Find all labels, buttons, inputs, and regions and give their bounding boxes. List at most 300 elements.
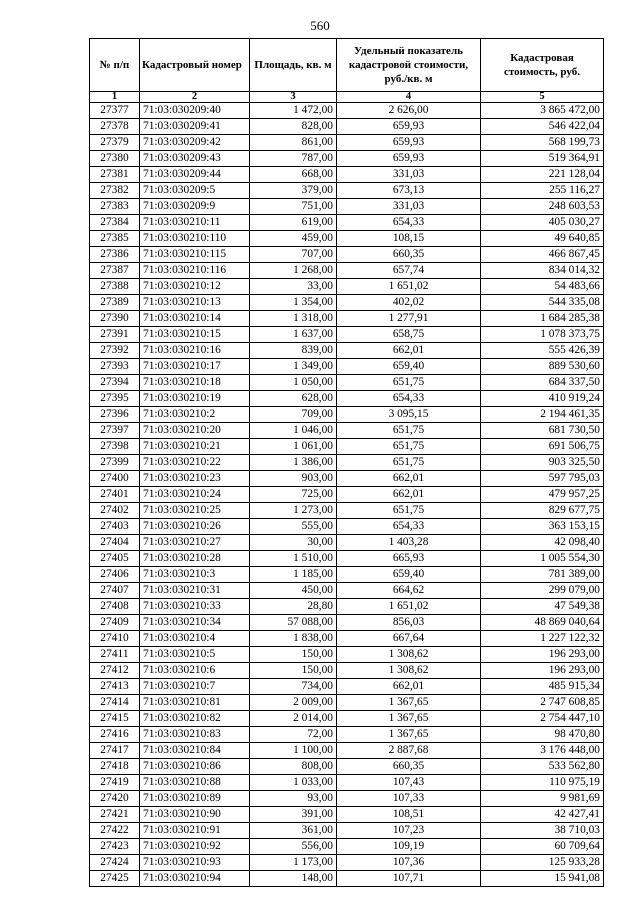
cadastral-number-cell: 71:03:030210:28 bbox=[140, 551, 250, 567]
area-cell: 1 173,00 bbox=[250, 855, 337, 871]
specific-value-cell: 659,93 bbox=[337, 135, 481, 151]
area-cell: 1 033,00 bbox=[250, 775, 337, 791]
row-number-cell: 27421 bbox=[90, 807, 140, 823]
area-cell: 1 050,00 bbox=[250, 375, 337, 391]
specific-value-cell: 660,35 bbox=[337, 247, 481, 263]
area-cell: 450,00 bbox=[250, 583, 337, 599]
column-number: 4 bbox=[337, 92, 481, 103]
row-number-cell: 27384 bbox=[90, 215, 140, 231]
cadastral-number-cell: 71:03:030210:19 bbox=[140, 391, 250, 407]
cadastral-value-cell: 410 919,24 bbox=[481, 391, 604, 407]
cadastral-value-cell: 597 795,03 bbox=[481, 471, 604, 487]
row-number-cell: 27379 bbox=[90, 135, 140, 151]
cadastral-value-cell: 555 426,39 bbox=[481, 343, 604, 359]
specific-value-cell: 402,02 bbox=[337, 295, 481, 311]
row-number-cell: 27385 bbox=[90, 231, 140, 247]
cadastral-number-cell: 71:03:030210:115 bbox=[140, 247, 250, 263]
specific-value-cell: 107,23 bbox=[337, 823, 481, 839]
specific-value-cell: 107,33 bbox=[337, 791, 481, 807]
area-cell: 1 637,00 bbox=[250, 327, 337, 343]
area-cell: 1 838,00 bbox=[250, 631, 337, 647]
specific-value-cell: 662,01 bbox=[337, 487, 481, 503]
table-body bbox=[90, 103, 604, 887]
table-row bbox=[90, 247, 604, 263]
area-cell: 725,00 bbox=[250, 487, 337, 503]
cadastral-number-cell: 71:03:030210:82 bbox=[140, 711, 250, 727]
header-cadastral-value: Кадастровая стоимость, руб. bbox=[481, 39, 604, 92]
cadastral-value-cell: 255 116,27 bbox=[481, 183, 604, 199]
specific-value-cell: 662,01 bbox=[337, 679, 481, 695]
cadastral-number-cell: 71:03:030210:21 bbox=[140, 439, 250, 455]
cadastral-value-cell: 568 199,73 bbox=[481, 135, 604, 151]
cadastral-number-cell: 71:03:030210:88 bbox=[140, 775, 250, 791]
cadastral-value-cell: 60 709,64 bbox=[481, 839, 604, 855]
row-number-cell: 27378 bbox=[90, 119, 140, 135]
specific-value-cell: 651,75 bbox=[337, 439, 481, 455]
cadastral-value-cell: 546 422,04 bbox=[481, 119, 604, 135]
specific-value-cell: 654,33 bbox=[337, 519, 481, 535]
area-cell: 828,00 bbox=[250, 119, 337, 135]
row-number-cell: 27419 bbox=[90, 775, 140, 791]
table-row bbox=[90, 407, 604, 423]
row-number-cell: 27423 bbox=[90, 839, 140, 855]
specific-value-cell: 654,33 bbox=[337, 215, 481, 231]
specific-value-cell: 2 887,68 bbox=[337, 743, 481, 759]
specific-value-cell: 107,71 bbox=[337, 871, 481, 887]
table-row bbox=[90, 839, 604, 855]
specific-value-cell: 660,35 bbox=[337, 759, 481, 775]
area-cell: 1 046,00 bbox=[250, 423, 337, 439]
area-cell: 1 472,00 bbox=[250, 103, 337, 119]
row-number-cell: 27420 bbox=[90, 791, 140, 807]
row-number-cell: 27399 bbox=[90, 455, 140, 471]
cadastral-value-cell: 405 030,27 bbox=[481, 215, 604, 231]
table-row bbox=[90, 775, 604, 791]
table-row bbox=[90, 631, 604, 647]
row-number-cell: 27388 bbox=[90, 279, 140, 295]
table-row bbox=[90, 695, 604, 711]
cadastral-value-cell: 15 941,08 bbox=[481, 871, 604, 887]
table-row bbox=[90, 327, 604, 343]
table-row bbox=[90, 359, 604, 375]
area-cell: 839,00 bbox=[250, 343, 337, 359]
area-cell: 150,00 bbox=[250, 663, 337, 679]
table-row bbox=[90, 503, 604, 519]
table-row bbox=[90, 823, 604, 839]
specific-value-cell: 331,03 bbox=[337, 199, 481, 215]
cadastral-number-cell: 71:03:030210:33 bbox=[140, 599, 250, 615]
area-cell: 459,00 bbox=[250, 231, 337, 247]
cadastral-value-cell: 684 337,50 bbox=[481, 375, 604, 391]
area-cell: 628,00 bbox=[250, 391, 337, 407]
table-row bbox=[90, 471, 604, 487]
area-cell: 2 009,00 bbox=[250, 695, 337, 711]
area-cell: 556,00 bbox=[250, 839, 337, 855]
cadastral-number-cell: 71:03:030210:23 bbox=[140, 471, 250, 487]
cadastral-value-cell: 829 677,75 bbox=[481, 503, 604, 519]
cadastral-number-cell: 71:03:030210:26 bbox=[140, 519, 250, 535]
specific-value-cell: 1 651,02 bbox=[337, 279, 481, 295]
table-row bbox=[90, 759, 604, 775]
row-number-cell: 27422 bbox=[90, 823, 140, 839]
row-number-cell: 27390 bbox=[90, 311, 140, 327]
specific-value-cell: 1 308,62 bbox=[337, 647, 481, 663]
area-cell: 903,00 bbox=[250, 471, 337, 487]
area-cell: 93,00 bbox=[250, 791, 337, 807]
specific-value-cell: 109,19 bbox=[337, 839, 481, 855]
cadastral-value-cell: 48 869 040,64 bbox=[481, 615, 604, 631]
table-row bbox=[90, 279, 604, 295]
table-row bbox=[90, 199, 604, 215]
specific-value-cell: 662,01 bbox=[337, 471, 481, 487]
cadastral-number-cell: 71:03:030210:110 bbox=[140, 231, 250, 247]
cadastral-number-cell: 71:03:030209:41 bbox=[140, 119, 250, 135]
cadastral-value-cell: 54 483,66 bbox=[481, 279, 604, 295]
table-row bbox=[90, 295, 604, 311]
row-number-cell: 27382 bbox=[90, 183, 140, 199]
table-row bbox=[90, 807, 604, 823]
specific-value-cell: 108,15 bbox=[337, 231, 481, 247]
header-row-number: № п/п bbox=[90, 39, 140, 92]
table-row bbox=[90, 535, 604, 551]
specific-value-cell: 673,13 bbox=[337, 183, 481, 199]
cadastral-value-cell: 9 981,69 bbox=[481, 791, 604, 807]
table-row bbox=[90, 375, 604, 391]
table-row bbox=[90, 647, 604, 663]
cadastral-number-cell: 71:03:030210:6 bbox=[140, 663, 250, 679]
cadastral-number-cell: 71:03:030210:93 bbox=[140, 855, 250, 871]
specific-value-cell: 651,75 bbox=[337, 375, 481, 391]
row-number-cell: 27406 bbox=[90, 567, 140, 583]
specific-value-cell: 659,93 bbox=[337, 151, 481, 167]
cadastral-number-cell: 71:03:030209:5 bbox=[140, 183, 250, 199]
area-cell: 707,00 bbox=[250, 247, 337, 263]
cadastral-number-cell: 71:03:030209:42 bbox=[140, 135, 250, 151]
cadastral-value-cell: 98 470,80 bbox=[481, 727, 604, 743]
table-row bbox=[90, 679, 604, 695]
area-cell: 148,00 bbox=[250, 871, 337, 887]
area-cell: 787,00 bbox=[250, 151, 337, 167]
row-number-cell: 27411 bbox=[90, 647, 140, 663]
specific-value-cell: 658,75 bbox=[337, 327, 481, 343]
row-number-cell: 27425 bbox=[90, 871, 140, 887]
table-row bbox=[90, 167, 604, 183]
area-cell: 808,00 bbox=[250, 759, 337, 775]
specific-value-cell: 654,33 bbox=[337, 391, 481, 407]
specific-value-cell: 657,74 bbox=[337, 263, 481, 279]
cadastral-value-cell: 110 975,19 bbox=[481, 775, 604, 791]
cadastral-number-cell: 71:03:030210:84 bbox=[140, 743, 250, 759]
specific-value-cell: 667,64 bbox=[337, 631, 481, 647]
area-cell: 1 349,00 bbox=[250, 359, 337, 375]
table-row bbox=[90, 583, 604, 599]
row-number-cell: 27396 bbox=[90, 407, 140, 423]
header-specific-value: Удельный показатель кадастровой стоимости, руб./кв. м bbox=[337, 39, 481, 92]
table-row bbox=[90, 423, 604, 439]
cadastral-number-cell: 71:03:030210:24 bbox=[140, 487, 250, 503]
area-cell: 734,00 bbox=[250, 679, 337, 695]
cadastral-number-cell: 71:03:030209:44 bbox=[140, 167, 250, 183]
table-row bbox=[90, 791, 604, 807]
table-row bbox=[90, 743, 604, 759]
specific-value-cell: 662,01 bbox=[337, 343, 481, 359]
cadastral-value-cell: 299 079,00 bbox=[481, 583, 604, 599]
specific-value-cell: 1 403,28 bbox=[337, 535, 481, 551]
cadastral-number-cell: 71:03:030210:20 bbox=[140, 423, 250, 439]
cadastral-number-cell: 71:03:030210:11 bbox=[140, 215, 250, 231]
cadastral-value-cell: 903 325,50 bbox=[481, 455, 604, 471]
column-number: 1 bbox=[90, 92, 140, 103]
area-cell: 1 510,00 bbox=[250, 551, 337, 567]
column-number: 3 bbox=[250, 92, 337, 103]
cadastral-value-cell: 196 293,00 bbox=[481, 663, 604, 679]
cadastral-value-table bbox=[89, 38, 604, 887]
cadastral-value-cell: 248 603,53 bbox=[481, 199, 604, 215]
row-number-cell: 27393 bbox=[90, 359, 140, 375]
table-row bbox=[90, 727, 604, 743]
specific-value-cell: 1 308,62 bbox=[337, 663, 481, 679]
row-number-cell: 27380 bbox=[90, 151, 140, 167]
row-number-cell: 27386 bbox=[90, 247, 140, 263]
table-row bbox=[90, 263, 604, 279]
cadastral-value-cell: 681 730,50 bbox=[481, 423, 604, 439]
specific-value-cell: 3 095,15 bbox=[337, 407, 481, 423]
table-row bbox=[90, 599, 604, 615]
cadastral-value-cell: 363 153,15 bbox=[481, 519, 604, 535]
area-cell: 1 354,00 bbox=[250, 295, 337, 311]
area-cell: 30,00 bbox=[250, 535, 337, 551]
cadastral-number-cell: 71:03:030210:22 bbox=[140, 455, 250, 471]
area-cell: 751,00 bbox=[250, 199, 337, 215]
row-number-cell: 27417 bbox=[90, 743, 140, 759]
cadastral-number-cell: 71:03:030210:16 bbox=[140, 343, 250, 359]
cadastral-number-cell: 71:03:030210:27 bbox=[140, 535, 250, 551]
cadastral-value-cell: 834 014,32 bbox=[481, 263, 604, 279]
specific-value-cell: 659,40 bbox=[337, 567, 481, 583]
row-number-cell: 27395 bbox=[90, 391, 140, 407]
table-row bbox=[90, 567, 604, 583]
specific-value-cell: 1 651,02 bbox=[337, 599, 481, 615]
cadastral-value-cell: 42 427,41 bbox=[481, 807, 604, 823]
cadastral-value-cell: 466 867,45 bbox=[481, 247, 604, 263]
cadastral-number-cell: 71:03:030210:7 bbox=[140, 679, 250, 695]
row-number-cell: 27381 bbox=[90, 167, 140, 183]
area-cell: 1 318,00 bbox=[250, 311, 337, 327]
area-cell: 57 088,00 bbox=[250, 615, 337, 631]
row-number-cell: 27394 bbox=[90, 375, 140, 391]
area-cell: 709,00 bbox=[250, 407, 337, 423]
cadastral-value-cell: 691 506,75 bbox=[481, 439, 604, 455]
specific-value-cell: 856,03 bbox=[337, 615, 481, 631]
table-row bbox=[90, 615, 604, 631]
area-cell: 2 014,00 bbox=[250, 711, 337, 727]
area-cell: 28,80 bbox=[250, 599, 337, 615]
area-cell: 33,00 bbox=[250, 279, 337, 295]
row-number-cell: 27415 bbox=[90, 711, 140, 727]
cadastral-value-cell: 2 747 608,85 bbox=[481, 695, 604, 711]
area-cell: 1 185,00 bbox=[250, 567, 337, 583]
row-number-cell: 27377 bbox=[90, 103, 140, 119]
row-number-cell: 27407 bbox=[90, 583, 140, 599]
area-cell: 379,00 bbox=[250, 183, 337, 199]
area-cell: 361,00 bbox=[250, 823, 337, 839]
table-row bbox=[90, 519, 604, 535]
table-row bbox=[90, 663, 604, 679]
column-number: 5 bbox=[481, 92, 604, 103]
specific-value-cell: 659,40 bbox=[337, 359, 481, 375]
area-cell: 668,00 bbox=[250, 167, 337, 183]
row-number-cell: 27397 bbox=[90, 423, 140, 439]
table-row bbox=[90, 455, 604, 471]
cadastral-value-cell: 1 227 122,32 bbox=[481, 631, 604, 647]
cadastral-number-cell: 71:03:030209:9 bbox=[140, 199, 250, 215]
specific-value-cell: 1 367,65 bbox=[337, 695, 481, 711]
cadastral-value-cell: 3 176 448,00 bbox=[481, 743, 604, 759]
table-row bbox=[90, 231, 604, 247]
cadastral-value-cell: 479 957,25 bbox=[481, 487, 604, 503]
area-cell: 861,00 bbox=[250, 135, 337, 151]
cadastral-value-cell: 1 684 285,38 bbox=[481, 311, 604, 327]
cadastral-number-cell: 71:03:030209:43 bbox=[140, 151, 250, 167]
cadastral-value-cell: 2 194 461,35 bbox=[481, 407, 604, 423]
cadastral-value-cell: 519 364,91 bbox=[481, 151, 604, 167]
cadastral-number-cell: 71:03:030210:15 bbox=[140, 327, 250, 343]
cadastral-value-cell: 544 335,08 bbox=[481, 295, 604, 311]
cadastral-number-cell: 71:03:030210:5 bbox=[140, 647, 250, 663]
page-number: 560 bbox=[310, 18, 330, 33]
row-number-cell: 27405 bbox=[90, 551, 140, 567]
cadastral-value-cell: 1 005 554,30 bbox=[481, 551, 604, 567]
table-row bbox=[90, 871, 604, 887]
row-number-cell: 27403 bbox=[90, 519, 140, 535]
table-row bbox=[90, 135, 604, 151]
cadastral-value-cell: 38 710,03 bbox=[481, 823, 604, 839]
cadastral-number-cell: 71:03:030210:81 bbox=[140, 695, 250, 711]
row-number-cell: 27418 bbox=[90, 759, 140, 775]
cadastral-number-cell: 71:03:030210:94 bbox=[140, 871, 250, 887]
row-number-cell: 27402 bbox=[90, 503, 140, 519]
cadastral-value-cell: 781 389,00 bbox=[481, 567, 604, 583]
table-header-row bbox=[90, 39, 604, 92]
area-cell: 1 100,00 bbox=[250, 743, 337, 759]
cadastral-number-cell: 71:03:030210:89 bbox=[140, 791, 250, 807]
specific-value-cell: 665,93 bbox=[337, 551, 481, 567]
cadastral-number-cell: 71:03:030210:14 bbox=[140, 311, 250, 327]
row-number-cell: 27414 bbox=[90, 695, 140, 711]
table-row bbox=[90, 343, 604, 359]
cadastral-value-cell: 42 098,40 bbox=[481, 535, 604, 551]
specific-value-cell: 107,36 bbox=[337, 855, 481, 871]
cadastral-value-cell: 1 078 373,75 bbox=[481, 327, 604, 343]
cadastral-value-cell: 485 915,34 bbox=[481, 679, 604, 695]
cadastral-number-cell: 71:03:030210:83 bbox=[140, 727, 250, 743]
table-row bbox=[90, 711, 604, 727]
cadastral-number-cell: 71:03:030210:4 bbox=[140, 631, 250, 647]
table-row bbox=[90, 119, 604, 135]
area-cell: 619,00 bbox=[250, 215, 337, 231]
table-row bbox=[90, 183, 604, 199]
area-cell: 150,00 bbox=[250, 647, 337, 663]
table-row bbox=[90, 311, 604, 327]
cadastral-value-cell: 3 865 472,00 bbox=[481, 103, 604, 119]
row-number-cell: 27392 bbox=[90, 343, 140, 359]
cadastral-number-cell: 71:03:030210:3 bbox=[140, 567, 250, 583]
row-number-cell: 27383 bbox=[90, 199, 140, 215]
table-row bbox=[90, 215, 604, 231]
area-cell: 555,00 bbox=[250, 519, 337, 535]
specific-value-cell: 651,75 bbox=[337, 455, 481, 471]
specific-value-cell: 1 367,65 bbox=[337, 711, 481, 727]
cadastral-value-cell: 533 562,80 bbox=[481, 759, 604, 775]
row-number-cell: 27412 bbox=[90, 663, 140, 679]
specific-value-cell: 331,03 bbox=[337, 167, 481, 183]
cadastral-number-cell: 71:03:030210:2 bbox=[140, 407, 250, 423]
cadastral-value-cell: 125 933,28 bbox=[481, 855, 604, 871]
row-number-cell: 27401 bbox=[90, 487, 140, 503]
header-area: Площадь, кв. м bbox=[250, 39, 337, 92]
column-number-row bbox=[90, 92, 604, 103]
row-number-cell: 27404 bbox=[90, 535, 140, 551]
specific-value-cell: 651,75 bbox=[337, 423, 481, 439]
cadastral-number-cell: 71:03:030210:116 bbox=[140, 263, 250, 279]
cadastral-number-cell: 71:03:030210:92 bbox=[140, 839, 250, 855]
cadastral-number-cell: 71:03:030210:90 bbox=[140, 807, 250, 823]
row-number-cell: 27410 bbox=[90, 631, 140, 647]
specific-value-cell: 2 626,00 bbox=[337, 103, 481, 119]
cadastral-number-cell: 71:03:030210:86 bbox=[140, 759, 250, 775]
specific-value-cell: 1 367,65 bbox=[337, 727, 481, 743]
row-number-cell: 27424 bbox=[90, 855, 140, 871]
specific-value-cell: 664,62 bbox=[337, 583, 481, 599]
specific-value-cell: 108,51 bbox=[337, 807, 481, 823]
specific-value-cell: 659,93 bbox=[337, 119, 481, 135]
cadastral-value-cell: 196 293,00 bbox=[481, 647, 604, 663]
table-row bbox=[90, 103, 604, 119]
cadastral-number-cell: 71:03:030210:91 bbox=[140, 823, 250, 839]
row-number-cell: 27398 bbox=[90, 439, 140, 455]
cadastral-number-cell: 71:03:030210:25 bbox=[140, 503, 250, 519]
row-number-cell: 27400 bbox=[90, 471, 140, 487]
area-cell: 1 268,00 bbox=[250, 263, 337, 279]
table-row bbox=[90, 391, 604, 407]
table-row bbox=[90, 551, 604, 567]
header-cadastral-number: Кадастровый номер bbox=[140, 39, 250, 92]
area-cell: 72,00 bbox=[250, 727, 337, 743]
table-row bbox=[90, 151, 604, 167]
cadastral-value-cell: 221 128,04 bbox=[481, 167, 604, 183]
cadastral-value-cell: 47 549,38 bbox=[481, 599, 604, 615]
row-number-cell: 27391 bbox=[90, 327, 140, 343]
table-row bbox=[90, 439, 604, 455]
row-number-cell: 27408 bbox=[90, 599, 140, 615]
area-cell: 1 273,00 bbox=[250, 503, 337, 519]
specific-value-cell: 107,43 bbox=[337, 775, 481, 791]
specific-value-cell: 1 277,91 bbox=[337, 311, 481, 327]
cadastral-value-cell: 889 530,60 bbox=[481, 359, 604, 375]
cadastral-number-cell: 71:03:030210:18 bbox=[140, 375, 250, 391]
area-cell: 1 061,00 bbox=[250, 439, 337, 455]
row-number-cell: 27416 bbox=[90, 727, 140, 743]
cadastral-number-cell: 71:03:030210:17 bbox=[140, 359, 250, 375]
specific-value-cell: 651,75 bbox=[337, 503, 481, 519]
column-number: 2 bbox=[140, 92, 250, 103]
cadastral-number-cell: 71:03:030210:12 bbox=[140, 279, 250, 295]
cadastral-value-cell: 49 640,85 bbox=[481, 231, 604, 247]
cadastral-number-cell: 71:03:030210:13 bbox=[140, 295, 250, 311]
cadastral-number-cell: 71:03:030210:34 bbox=[140, 615, 250, 631]
cadastral-value-cell: 2 754 447,10 bbox=[481, 711, 604, 727]
table-row bbox=[90, 487, 604, 503]
